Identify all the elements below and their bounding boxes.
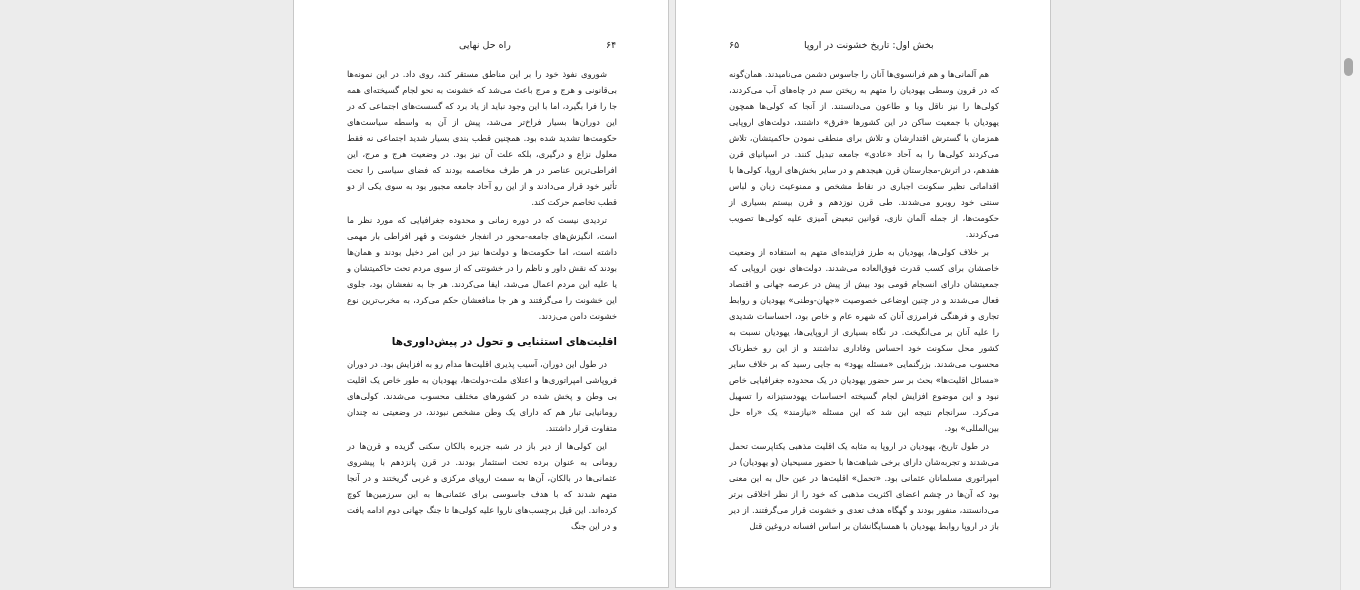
paragraph: هم آلمانی‌ها و هم فرانسوی‌ها آنان را جاسوس دشمن می‌نامیدند. همان‌گونه که در قرون وسطی یهودیان را متهم به ریختن سم در چاه‌های آب می‌کردند، کولی‌ها را نیز ناقل وبا و طاعون می‌دانستند. از آنجا که کولی‌ها همچون یهودیان با جمعیت ساکن در این کشورها «فرق» داشتند، دولت‌های اروپایی همزمان با گسترش اقتدارشان و تلاش برای منطقی نمودن حاکمیتشان، تلاش می‌کردند کولی‌ها را به آحاد «عادی» جامعه تبدیل کنند. در اسپانیای قرن هفدهم، در اترش-مجارستان قرن هیجدهم و در سایر بخش‌های اروپا، کولی‌ها با اقداماتی نظیر سکونت اجباری در نقاط مشخص و ممنوعیت زبان و لباس سنتی خود روبرو می‌شدند. طی قرن نوزدهم و قرن بیستم بسیاری از حکومت‌ها، از جمله آلمان نازی، قوانین تبعیض آمیزی علیه کولی‌ها تصویب می‌کردند. [729,69,999,239]
page-body [729,66,999,536]
page-number: ۶۵ [729,40,740,51]
page-number: ۶۴ [606,40,617,51]
document-page-right [675,0,1051,588]
paragraph: تردیدی نیست که در دوره زمانی و محدوده جغرافیایی که مورد نظر ما است، انگیزش‌های جامعه-محور در انفجار خشونت و قهر افراطی بار مهمی داشته است، اما حکومت‌ها و دولت‌ها نیز در این امر دخیل بودند و همان‌ها بودند که نقش داور و ناظم را در خشونتی که از سوی مردم تحت حاکمیتشان و یا علیه این مردم اعمال می‌شد، ایفا می‌کردند. هر جا به نفعشان بود، جلوی این خشونت را می‌گرفتند و هر جا منافعشان حکم می‌کرد، به مخرب‌ترین نوع خشونت دامن می‌زدند. [347,215,617,321]
paragraph: در طول تاریخ، یهودیان در اروپا به مثابه یک اقلیت مذهبی یکتاپرست تحمل می‌شدند و تجربه‌شان دارای برخی شباهت‌ها با حضور مسیحیان (و یهودیان) در امپراتوری مسلمانان عثمانی بود. «تحمل» اقلیت‌ها در عین حال به این معنی بود که آن‌ها در چشم اعضای اکثریت مذهبی که خود را از نظر اخلاقی برتر می‌دانستند، منفور بودند و گهگاه هدف تعدی و خشونت قرار می‌گرفتند. از دیر باز در اروپا روابط یهودیان با همسایگانشان بر اساس افسانه دروغین قتل [729,441,999,531]
paragraph: در طول این دوران، آسیب پذیری اقلیت‌ها مدام رو به افزایش بود. در دوران فروپاشی امپراتوری‌ها و اعتلای ملت-دولت‌ها، یهودیان به طور خاص یک اقلیت بی وطن و پخش شده در کشورهای مختلف محسوب می‌شدند. کولی‌های رومانیایی تبار هم که دارای یک وطن مشخص نبودند، در وضعیتی نه چندان متفاوت قرار داشتند. [347,359,617,433]
scrollbar-thumb[interactable] [1344,58,1353,76]
paragraph: بر خلاف کولی‌ها، یهودیان به طرز فزاینده‌ای متهم به استفاده از وضعیت خاصشان برای کسب قدرت فوق‌العاده می‌شدند. دولت‌های نوین اروپایی که جمعیتشان دارای انسجام قومی بود بیش از پیش در عرصه جهانی و اقتصاد فعال می‌شدند و در چنین اوضاعی خصوصیت «جهان-وطنی» یهودیان و روابط تجاری و فرهنگی فرامرزی آنان که شهره عام و خاص بود، احساسات شدیدی را علیه آنان بر می‌انگیخت. در نگاه بسیاری از اروپایی‌ها، یهودیان نسبت به کشور محل سکونت خود احساس وفاداری نداشتند و از این رو خطرناک محسوب می‌شدند. بزرگنمایی «مسئله یهود» به جایی رسید که بر خلاف سایر «مسائل اقلیت‌ها» بحث بر سر حضور یهودیان در یک محدوده جغرافیایی خاص نبود و این موضوع افزایش لجام گسیخته احساسات یهودستیزانه را تسهیل می‌کرد. سرانجام نتیجه این شد که این مسئله «نیازمند» یک «راه حل بین‌المللی» بود. [729,247,999,433]
paragraph: این کولی‌ها از دیر باز در شبه جزیره بالکان سکنی گزیده و قرن‌ها در رومانی به عنوان برده تحت استثمار بودند. در قرن پانزدهم با پیشروی عثمانی‌ها در بالکان، آن‌ها به سمت اروپای مرکزی و غربی گریختند و در آنجا متهم شدند که با هدف جاسوسی برای عثمانی‌ها به این سرزمین‌ها کوچ کرده‌اند. این قیل برچسب‌های ناروا علیه کولی‌ها تا جنگ جهانی دوم ادامه یافت و در این جنگ [347,441,617,531]
running-header-title: راه حل نهایی [459,40,511,51]
section-heading: اقلیت‌های استثنایی و تحول در پیش‌داوری‌ها [391,336,617,348]
page-body [347,66,617,536]
paragraph: شوروی نفوذ خود را بر این مناطق مستقر کند، روی داد. در این نمونه‌ها بی‌قانونی و هرج و مرج باعث می‌شد که خشونت به نحو لجام گسیخته‌ای همه جا را فرا بگیرد، اما با این وجود نباید از یاد برد که گسست‌های اجتماعی که در این دوران‌ها بسیار فراخ‌تر می‌شد، پیش از آن به واسطه سیاست‌های حکومت‌ها تشدید شده بود. همچنین قطب بندی بسیار شدید اجتماعی نه فقط معلول نزاع و درگیری، بلکه علت آن نیز بود. در وضعیت هرج و مرج، این افراطی‌ترین عناصر در هر طرف مخاصمه بودند که فضای سیاسی را تحت تأثیر خود قرار می‌دادند و از این رو آحاد جامعه مجبور بود به سوی یکی از دو قطب تخاصم حرکت کند. [347,69,617,207]
vertical-scrollbar[interactable] [1340,0,1360,590]
document-page-left [293,0,669,588]
running-header-title: بخش اول: تاریخ خشونت در اروپا [804,40,934,51]
